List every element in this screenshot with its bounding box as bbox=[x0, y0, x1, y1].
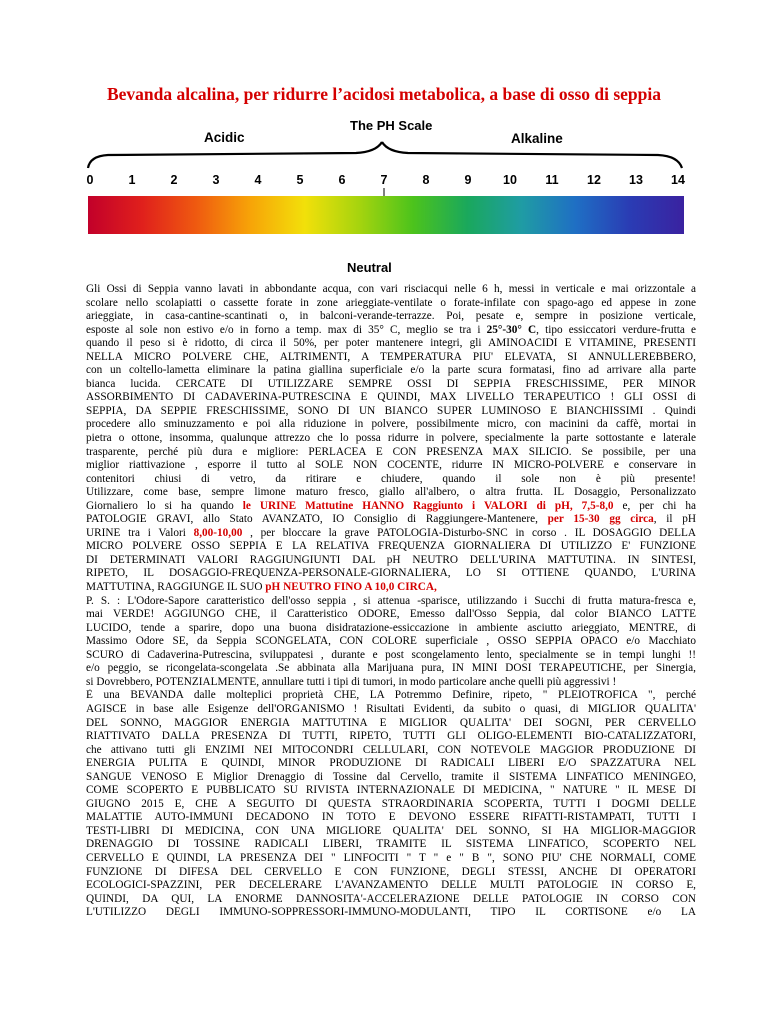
body-line bbox=[86, 527, 696, 541]
text-run: TESTI-LIBRI DI MEDICINA, CON UNA MIGLIORE QUALITA' DEL SONNO, SI HA MIGLIOR-MAGGIOR bbox=[86, 824, 696, 837]
body-line bbox=[86, 608, 696, 622]
ph-tick-label: 10 bbox=[503, 173, 517, 187]
ph-tick-label: 8 bbox=[422, 173, 430, 187]
text-run: GIUGNO 2015 E, CHE A SEGUITO DI QUESTA STRAORDINARIA SCOPERTA, TUTTI I DOGMI DELLE bbox=[86, 797, 696, 810]
text-run: AGISCE in base alle Esigenze dell'ORGANISMO ! Risultati Evidenti, da subito o quasi, di MIGLIOR QUALITA' bbox=[86, 702, 696, 715]
body-line bbox=[86, 771, 696, 785]
highlighted-text: per 15-30 gg circa bbox=[547, 513, 654, 526]
text-run: DI DETERMINATI VALORI RAGGIUNGIUNTI DAL pH NEUTRO DELL'URINA MATTUTINA. IN SINTESI, bbox=[86, 553, 696, 566]
body-line bbox=[86, 283, 696, 297]
text-run: e/o peggio, se ricongelata-scongelata .Se abbinata alla Marijuana pura, IN MINI DOSI TERAPEUTICHE, per Sinergia, bbox=[86, 662, 696, 675]
body-line bbox=[86, 622, 696, 636]
ph-tick-label: 1 bbox=[128, 173, 136, 187]
ph-tick-labels bbox=[87, 173, 685, 196]
text-run: 25°-30° C bbox=[486, 323, 537, 336]
text-run: contenitori chiusi di vetro, da ritirare e chiudere, quando il sole non è più presente! bbox=[86, 472, 696, 485]
text-run: si Dovrebbero, POTENZIALMENTE, annullare tutti i tipi di tumori, in modo particolare anche quelli più aggressivi ! bbox=[86, 675, 617, 688]
ph-tick-label: 3 bbox=[212, 173, 220, 187]
text-run: Massimo Odore SE, da Seppia SCONGELATA, CON COLORE superficiale , OSSO SEPPIA OPACO e/o Macchiato bbox=[86, 635, 696, 648]
ph-tick-label: 13 bbox=[629, 173, 643, 187]
ph-tick-label: 12 bbox=[587, 173, 601, 187]
body-line bbox=[86, 730, 696, 744]
text-run: arieggiate, in casa-cantine-scantinati o, in balconi-verande-terrazze. Poi, pesate e, sempre in posizione verticale, bbox=[86, 310, 696, 323]
body-line bbox=[86, 581, 696, 595]
body-line bbox=[86, 757, 696, 771]
ph-tick-label: 14 bbox=[671, 173, 685, 187]
body-line bbox=[86, 540, 696, 554]
text-run: NELLA MICRO POLVERE CHE, ALTRIMENTI, A TEMPERATURA PIU' ELEVATA, SI ANNULLEREBBERO, bbox=[86, 350, 696, 363]
document-title: Bevanda alcalina, per ridurre l’acidosi metabolica, a base di osso di seppia bbox=[106, 84, 662, 104]
ph-tick-label: 4 bbox=[254, 173, 262, 187]
body-line bbox=[86, 459, 696, 473]
body-line bbox=[86, 446, 696, 460]
body-line bbox=[86, 838, 696, 852]
body-line bbox=[86, 567, 696, 581]
text-run: CERVELLO E QUINDI, LA PRESENZA DEI " LINFOCITI " T " e " B ", SONO PIU' CHE NORMALI, COME bbox=[86, 851, 696, 864]
text-run: RIATTIVATO DALLA PRESENZA DI TUTTI, RIPETO, TUTTI GLI OLIGO-ELEMENTI BIO-CATALIZZATORI, bbox=[86, 730, 696, 743]
text-run: QUINDI, DA QUI, LA ENORME DANNOSITA'-ACCELERAZIONE DELLE PATOLOGIE IN CORSO CON bbox=[86, 892, 696, 905]
text-run: scolare nello scolapiatti o cassette forate in zone arieggiate-ventilate o forate-infilate con spago-ago ed appese in zone bbox=[86, 296, 696, 309]
ph-tick-label: 11 bbox=[545, 173, 559, 187]
text-run: MATTUTINA, RAGGIUNGE IL SUO bbox=[86, 581, 266, 594]
body-line bbox=[86, 906, 696, 920]
alkaline-label: Alkaline bbox=[511, 131, 563, 146]
text-run: mai VERDE! AGGIUNGO CHE, il Caratteristico ODORE, Emesso dall'Osso Seppia, dal color BIANCO LATTE bbox=[86, 608, 696, 621]
body-line bbox=[86, 866, 696, 880]
text-run: e, per chi ha bbox=[613, 499, 696, 512]
text-run: ASSORBIMENTO DI CADAVERINA-PUTRESCINA E QUINDI, MAX LIVELLO TERAPEUTICO ! GLI OSSI di bbox=[86, 391, 696, 404]
text-run: con un coltello-lametta eliminare la patina giallina superficiale e/o la parte scura formatasi, fino ad arrivare alla parte bbox=[86, 364, 696, 377]
text-run: che attivano tutti gli ENZIMI NEI MITOCONDRI CELLULARI, CON NOTEVOLE MAGGIOR PRODUZIONE DI bbox=[86, 743, 696, 756]
body-line bbox=[86, 364, 696, 378]
body-text bbox=[86, 283, 696, 920]
text-run: È una BEVANDA dalle molteplici proprietà CHE, LA Potremmo Definire, ripeto, " PLEIOTROFICA ", perché bbox=[86, 689, 696, 702]
body-line bbox=[86, 676, 696, 690]
ph-color-bar bbox=[88, 196, 684, 234]
ph-scale-heading: The PH Scale bbox=[350, 118, 433, 133]
text-run: P. S. : L'Odore-Sapore caratteristico dell'osso seppia , si attenua -sparisce, utilizzando i Succhi di frutta matura-fresca e, bbox=[86, 594, 696, 607]
body-line bbox=[86, 689, 696, 703]
body-line bbox=[86, 486, 696, 500]
body-line bbox=[86, 635, 696, 649]
body-line bbox=[86, 351, 696, 365]
body-line bbox=[86, 418, 696, 432]
ph-tick-label: 9 bbox=[464, 173, 472, 187]
text-run: bianca lucida. CERCATE DI UTILIZZARE SEMPRE OSSI DI SEPPIA FRESCHISSIME, PER MINOR bbox=[86, 377, 696, 390]
text-run: Giornaliero lo si ha quando bbox=[86, 499, 243, 512]
text-run: , tipo essiccatori verdure-frutta e bbox=[536, 323, 696, 336]
text-run: PATOLOGIE GRAVI, allo Stato AVANZATO, IO Consiglio di Raggiungere-Mantenere, bbox=[86, 513, 548, 526]
body-line bbox=[86, 784, 696, 798]
body-line bbox=[86, 703, 696, 717]
body-line bbox=[86, 798, 696, 812]
text-run: procedere allo sminuzzamento e poi alla riduzione in polvere, possibilmente micro, con macinini da caffè, mortai in bbox=[86, 418, 696, 431]
body-line bbox=[86, 554, 696, 568]
body-line bbox=[86, 297, 696, 311]
text-run: ENERGIA PULITA E QUINDI, MINOR PRODUZIONE DI RADICALI LIBERI E/O SPAZZATURA NEL bbox=[86, 757, 696, 770]
body-line bbox=[86, 879, 696, 893]
acidic-label: Acidic bbox=[204, 130, 245, 145]
ph-tick-label: 6 bbox=[338, 173, 346, 187]
text-run: ECOLOGICI-SPAZZINI, PER DECELERARE L'AVANZAMENTO DELLE MULTI PATOLOGIE IN CORSO E, bbox=[86, 879, 696, 892]
highlighted-text: le URINE Mattutine HANNO Raggiunto i VALORI di pH, 7,5-8,0 bbox=[242, 499, 614, 512]
body-line bbox=[86, 337, 696, 351]
body-line bbox=[86, 500, 696, 514]
body-line bbox=[86, 405, 696, 419]
body-line bbox=[86, 744, 696, 758]
body-line bbox=[86, 595, 696, 609]
text-run: trasparente, perché più dura e migliore: PERLACEA E CON PRESENZA MAX SILICIO. Se possibile, per una bbox=[86, 445, 696, 458]
text-run: L'UTILIZZO DEGLI IMMUNO-SOPPRESSORI-IMMUNO-MODULANTI, TIPO IL CORTISONE e/o LA bbox=[86, 906, 696, 919]
highlighted-text: pH NEUTRO FINO A 10,0 CIRCA, bbox=[265, 581, 437, 594]
text-run: Utilizzare, come base, sempre limone maturo fresco, giallo all'albero, o altra frutta. IL Dosaggio, Personalizzato bbox=[86, 486, 696, 499]
text-run: pietra o ottone, insomma, qualunque attrezzo che lo possa ridurre in polvere, specialmente la parte sottostante e laterale bbox=[86, 432, 696, 445]
body-line bbox=[86, 717, 696, 731]
body-line bbox=[86, 513, 696, 527]
acidic-bracket bbox=[88, 142, 382, 168]
text-run: DRENAGGIO DI TOSSINE RADICALI LIBERI, TRAMITE IL SISTEMA LINFATICO, SCOPERTO NEL bbox=[86, 838, 696, 851]
body-line bbox=[86, 310, 696, 324]
ph-scale-figure bbox=[84, 112, 690, 278]
text-run: MICRO POLVERE OSSO SEPPIA E LA RELATIVA FREQUENZA GIORNALIERA DI UTILIZZO E' FUNZIONE bbox=[86, 540, 696, 553]
text-run: MALATTIE AUTO-IMMUNI DECADONO IN TOTO E DEVONO ESSERE RIFATTI-RISTAMPATI, TUTTI I bbox=[86, 811, 696, 824]
body-line bbox=[86, 662, 696, 676]
ph-tick-label: 2 bbox=[170, 173, 178, 187]
text-run: COME SCOPERTO E PUBBLICATO SU RIVISTA INTERNAZIONALE DI MEDICINA, " NATURE " IL MESE DI bbox=[86, 784, 696, 797]
ph-tick-label: 5 bbox=[296, 173, 304, 187]
text-run: Gli Ossi di Seppia vanno lavati in abbondante acqua, con vari risciacqui nelle 6 h, messi in verticale e mai orizzontale a bbox=[86, 283, 696, 295]
text-run: esposte al sole non estivo e/o in forno a temp. max di 35° C, meglio se tra i bbox=[86, 323, 487, 336]
text-run: LUCIDO, tende a sparire, dopo una buona disidratazione-essiccazione in ambiente asciutto arieggiato, MENTRE, di bbox=[86, 621, 696, 634]
body-line bbox=[86, 649, 696, 663]
text-run: URINE tra i Valori bbox=[86, 526, 194, 539]
body-line bbox=[86, 893, 696, 907]
ph-tick-label: 0 bbox=[86, 173, 94, 187]
text-run: quando il peso si è ridotto, di circa il 50%, per poter mantenere integri, gli AMINOACIDI E VITAMINE, PRESENTI bbox=[86, 337, 696, 350]
text-run: SANGUE VENOSO E Miglior Drenaggio di Tossine dal Cervello, tramite il SISTEMA LINFATICO MENINGEO, bbox=[86, 770, 696, 783]
text-run: SEPPIA, DA SEPPIE FRESCHISSIME, SONO DI UN BIANCO SUPER LUMINOSO E BIANCHISSIMI . Quindi bbox=[86, 404, 696, 417]
text-run: , per bloccare la grave PATOLOGIA-Disturbo-SNC in corso . IL DOSAGGIO DELLA bbox=[242, 526, 696, 539]
body-line bbox=[86, 432, 696, 446]
text-run: SCURO di Cadaverina-Putrescina, sviluppatesi , durante e post scongelamento lento, specialmente se in tempi lunghi !! bbox=[86, 648, 696, 661]
ph-tick-label: 7 bbox=[380, 173, 388, 187]
text-run: RIPETO, IL DOSAGGIO-FREQUENZA-PERSONALE-GIORNALIERA, LO SI OTTIENE QUANDO, L'URINA bbox=[86, 567, 696, 580]
body-line bbox=[86, 852, 696, 866]
highlighted-text: 8,00-10,00 bbox=[193, 526, 243, 539]
body-line bbox=[86, 825, 696, 839]
text-run: FUNZIONE DI DIFESA DEL CERVELLO E CON FUNZIONE, DEGLI STESSI, ANCHE DI OPERATORI bbox=[86, 865, 696, 878]
body-line bbox=[86, 378, 696, 392]
body-line bbox=[86, 391, 696, 405]
text-run: , il pH bbox=[653, 513, 696, 526]
neutral-label: Neutral bbox=[347, 260, 392, 275]
body-line bbox=[86, 811, 696, 825]
body-line bbox=[86, 473, 696, 487]
text-run: DEL SONNO, MAGGIOR ENERGIA MATTUTINA E MIGLIOR QUALITA' DEI SOGNI, PER CERVELLO bbox=[86, 716, 696, 729]
ph-scale-graphic bbox=[84, 112, 690, 278]
body-line bbox=[86, 324, 696, 338]
text-run: miglior riattivazione , esporre il tutto al SOLE NON COCENTE, ridurre IN MICRO-POLVERE e conservare in bbox=[86, 459, 696, 472]
